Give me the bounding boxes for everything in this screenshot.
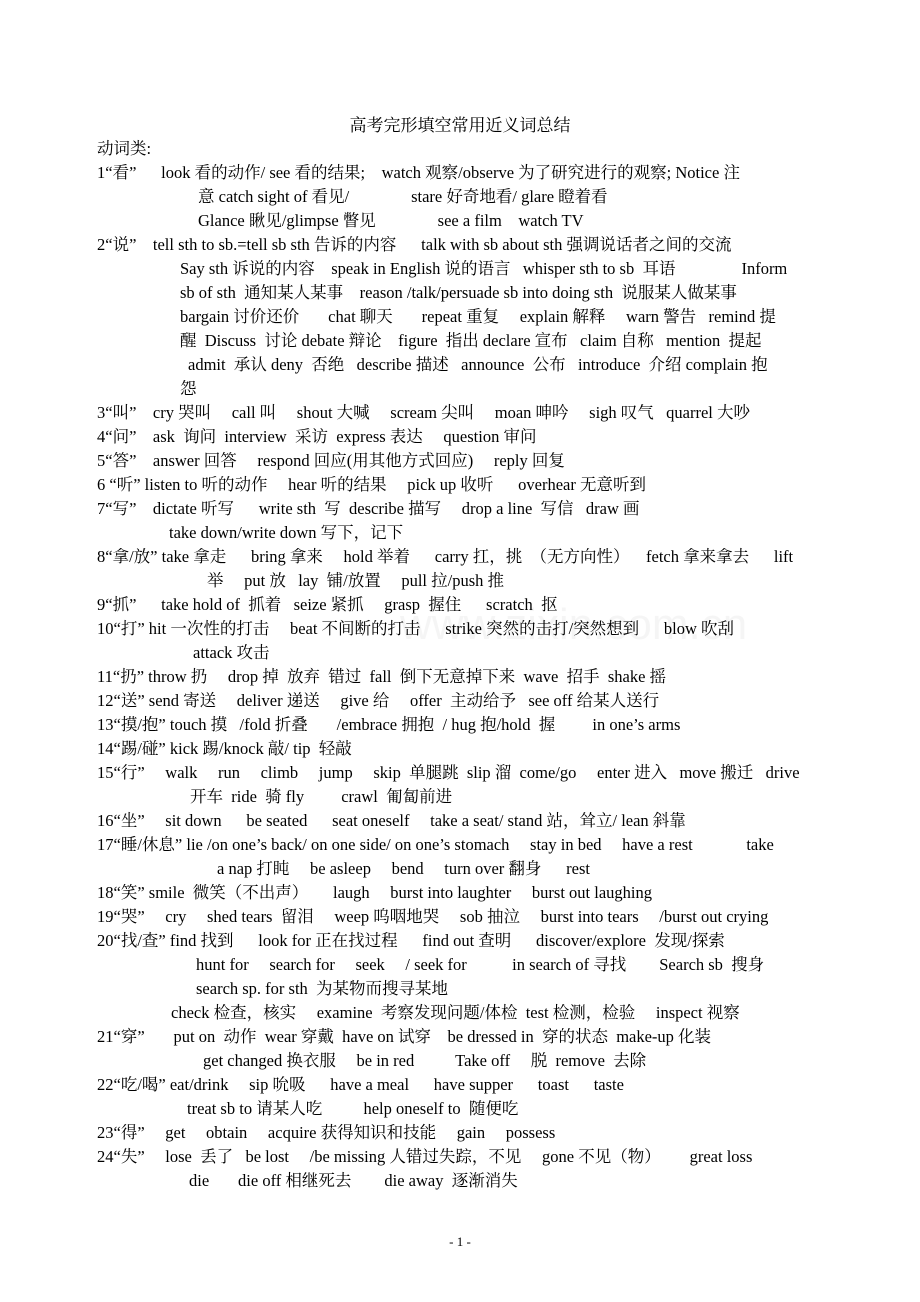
text-line: Glance 瞅见/glimpse 瞥见 see a film watch TV bbox=[198, 211, 584, 230]
text-line: take down/write down 写下，记下 bbox=[169, 523, 404, 542]
text-line: attack 攻击 bbox=[193, 643, 270, 662]
text-line: 19“哭” cry shed tears 留泪 weep 呜咽地哭 sob 抽泣 burst into tears /burst out crying bbox=[97, 907, 769, 926]
text-line: check 检查，核实 examine 考察发现问题/体检 test 检测，检验 inspect 视察 bbox=[171, 1003, 740, 1022]
text-line: 3“叫” cry 哭叫 call 叫 shout 大喊 scream 尖叫 moan 呻吟 sigh 叹气 quarrel 大吵 bbox=[97, 403, 751, 422]
text-line: die die off 相继死去 die away 逐渐消失 bbox=[189, 1171, 518, 1190]
text-line: 11“扔” throw 扔 drop 掉 放弃 错过 fall 倒下无意掉下来 wave 招手 shake 摇 bbox=[97, 667, 667, 686]
text-line: treat sb to 请某人吃 help oneself to 随便吃 bbox=[187, 1099, 519, 1118]
text-line: Say sth 诉说的内容 speak in English 说的语言 whisper sth to sb 耳语 Inform bbox=[180, 259, 788, 278]
text-line: 5“答” answer 回答 respond 回应(用其他方式回应) reply 回复 bbox=[97, 451, 565, 470]
text-line: 24“失” lose 丢了 be lost /be missing 人错过失踪，不见 gone 不见（物） great loss bbox=[97, 1147, 753, 1166]
text-line: 举 put 放 lay 铺/放置 pull 拉/push 推 bbox=[207, 571, 504, 590]
text-line: 12“送” send 寄送 deliver 递送 give 给 offer 主动给予 see off 给某人送行 bbox=[97, 691, 660, 710]
text-line: 6 “听” listen to 听的动作 hear 听的结果 pick up 收听 overhear 无意听到 bbox=[97, 475, 646, 494]
text-line: 20“找/查” find 找到 look for 正在找过程 find out 查明 discover/explore 发现/探索 bbox=[97, 931, 725, 950]
text-line: a nap 打盹 be asleep bend turn over 翻身 rest bbox=[217, 859, 590, 878]
text-line: 2“说” tell sth to sb.=tell sb sth 告诉的内容 talk with sb about sth 强调说话者之间的交流 bbox=[97, 235, 732, 254]
text-line: 4“问” ask 询问 interview 采访 express 表达 question 审问 bbox=[97, 427, 537, 446]
text-line: 10“打” hit 一次性的打击 beat 不间断的打击 strike 突然的击打/突然想到 blow 吹刮 bbox=[97, 619, 735, 638]
text-line: 18“笑” smile 微笑（不出声） laugh burst into laughter burst out laughing bbox=[97, 883, 652, 902]
text-line: get changed 换衣服 be in red Take off 脱 remove 去除 bbox=[203, 1051, 647, 1070]
text-line: 22“吃/喝” eat/drink sip 吮吸 have a meal have supper toast taste bbox=[97, 1075, 624, 1094]
text-line: 23“得” get obtain acquire 获得知识和技能 gain possess bbox=[97, 1123, 556, 1142]
text-line: 14“踢/碰” kick 踢/knock 敲/ tip 轻敲 bbox=[97, 739, 352, 758]
text-line: 1“看” look 看的动作/ see 看的结果; watch 观察/observe 为了研究进行的观察; Notice 注 bbox=[97, 163, 740, 182]
text-line: 15“行” walk run climb jump skip 单腿跳 slip 溜 come/go enter 进入 move 搬迁 drive bbox=[97, 763, 800, 782]
text-line: 16“坐” sit down be seated seat oneself take a seat/ stand 站，耸立/ lean 斜靠 bbox=[97, 811, 686, 830]
document-title: 高考完形填空常用近义词总结 bbox=[349, 116, 571, 135]
text-line: 动词类: bbox=[97, 139, 152, 158]
text-line: admit 承认 deny 否绝 describe 描述 announce 公布 introduce 介绍 complain 抱 bbox=[188, 355, 768, 374]
text-line: bargain 讨价还价 chat 聊天 repeat 重复 explain 解释 warn 警告 remind 提 bbox=[180, 307, 776, 326]
text-line: 8“拿/放” take 拿走 bring 拿来 hold 举着 carry 扛，挑 （无方向性） fetch 拿来拿去 lift bbox=[97, 547, 794, 566]
text-line: 7“写” dictate 听写 write sth 写 describe 描写 drop a line 写信 draw 画 bbox=[97, 499, 640, 518]
text-line: 17“睡/休息” lie /on one’s back/ on one side/ on one’s stomach stay in bed have a rest take bbox=[97, 835, 774, 854]
text-line: 醒 Discuss 讨论 debate 辩论 figure 指出 declare 宣布 claim 自称 mention 提起 bbox=[180, 331, 762, 350]
text-line: 开车 ride 骑 fly crawl 匍匐前进 bbox=[190, 787, 453, 806]
text-line: 怨 bbox=[180, 379, 197, 398]
text-line: 9“抓” take hold of 抓着 seize 紧抓 grasp 握住 scratch 抠 bbox=[97, 595, 558, 614]
text-line: hunt for search for seek / seek for in search of 寻找 Search sb 搜身 bbox=[196, 955, 765, 974]
text-line: sb of sth 通知某人某事 reason /talk/persuade sb into doing sth 说服某人做某事 bbox=[180, 283, 737, 302]
watermark bbox=[400, 600, 747, 650]
text-line: 13“摸/抱” touch 摸 /fold 折叠 /embrace 拥抱 / hug 抱/hold 握 in one’s arms bbox=[97, 715, 681, 734]
page-number: - 1 - bbox=[449, 1234, 471, 1249]
text-line: 意 catch sight of 看见/ stare 好奇地看/ glare 瞪着看 bbox=[198, 187, 608, 206]
text-line: search sp. for sth 为某物而搜寻某地 bbox=[196, 979, 449, 998]
text-line: 21“穿” put on 动作 wear 穿戴 have on 试穿 be dressed in 穿的状态 make-up 化装 bbox=[97, 1027, 712, 1046]
